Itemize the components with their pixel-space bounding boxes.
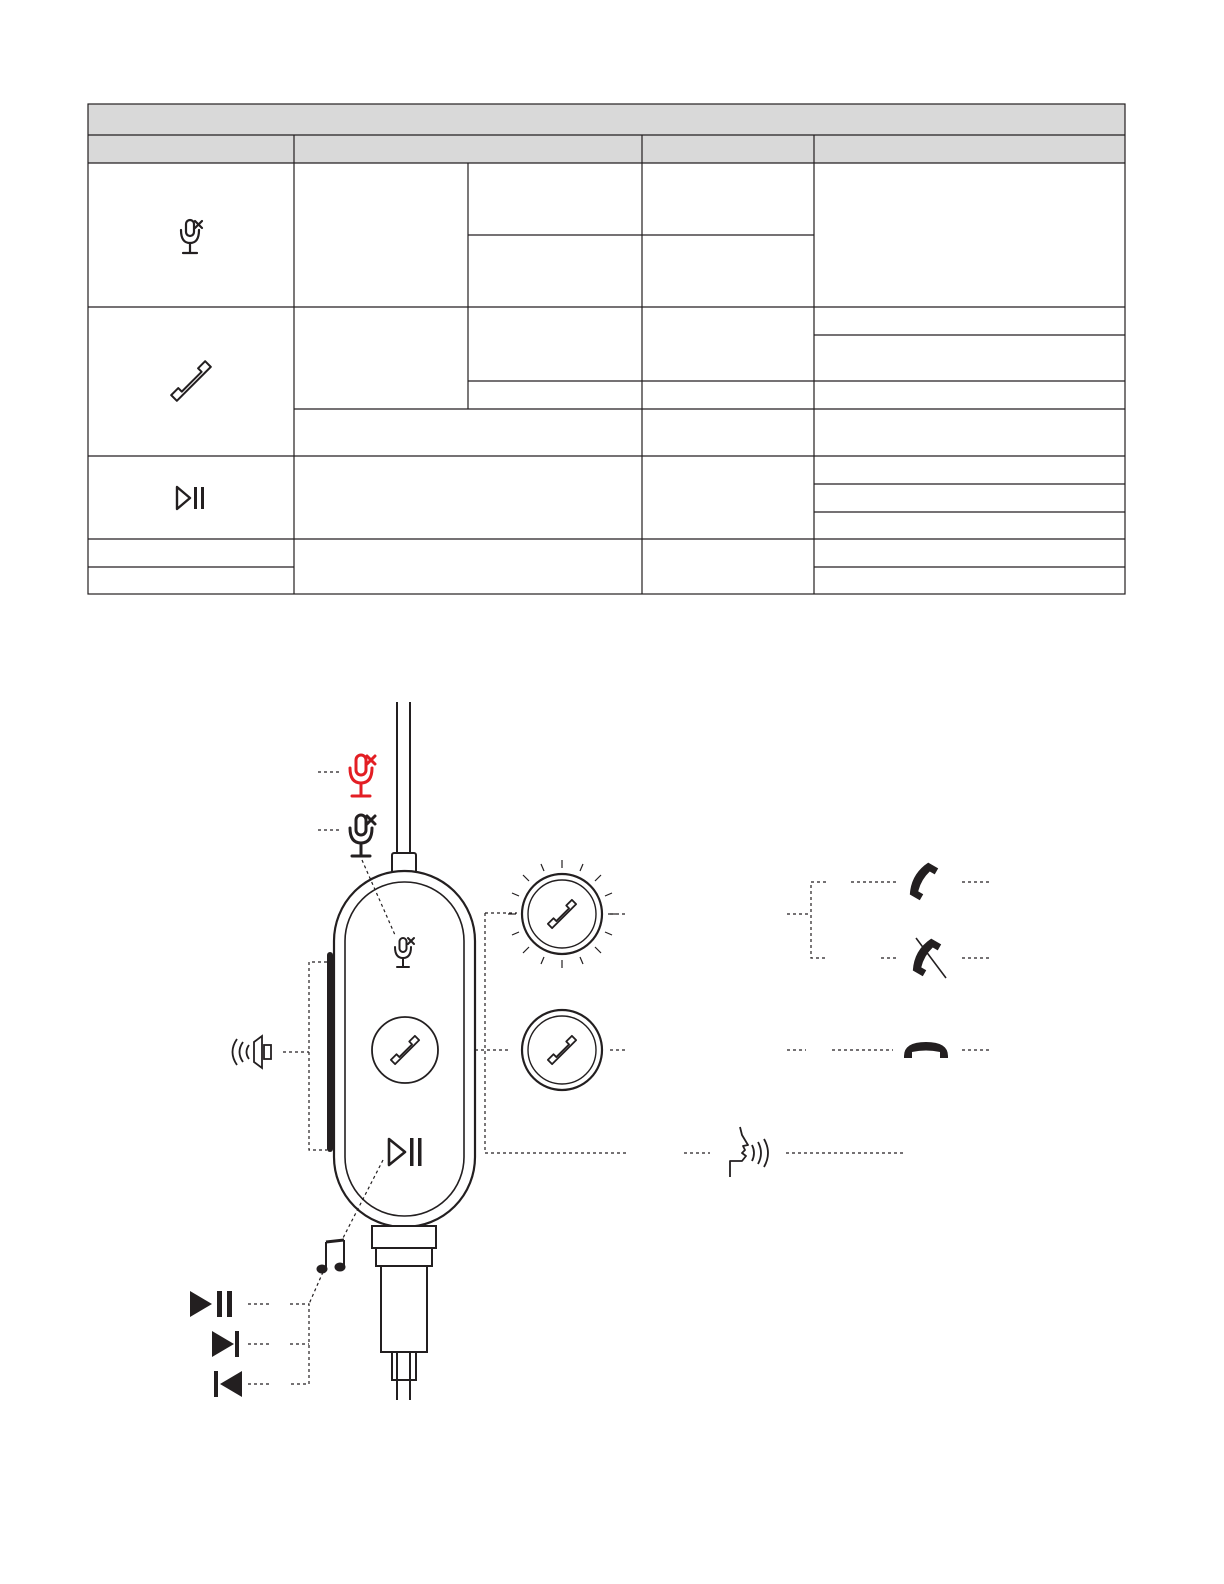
call-blinking-icon bbox=[508, 860, 616, 968]
next-track-icon bbox=[212, 1331, 239, 1357]
controls-table bbox=[0, 0, 1224, 620]
voice-assistant-icon bbox=[730, 1127, 768, 1177]
table-title-row bbox=[88, 104, 1125, 135]
table-grid bbox=[88, 104, 1125, 594]
volume-speaker-icon bbox=[233, 1036, 272, 1068]
previous-track-icon bbox=[214, 1371, 242, 1397]
play-pause-media-icon bbox=[190, 1291, 232, 1317]
mic-muted-red-icon bbox=[350, 755, 375, 796]
mic-mute-icon bbox=[181, 220, 202, 253]
decline-call-icon bbox=[909, 936, 946, 978]
play-pause-icon bbox=[177, 487, 204, 509]
table-header-row bbox=[88, 135, 1125, 163]
mic-muted-icon bbox=[350, 815, 375, 856]
inline-control-diagram bbox=[0, 680, 1224, 1440]
volume-rocker[interactable] bbox=[327, 952, 333, 1152]
cable-bottom bbox=[372, 1226, 436, 1400]
end-call-icon bbox=[904, 1042, 948, 1058]
call-button-icon[interactable] bbox=[372, 1017, 438, 1083]
music-note-icon bbox=[317, 1240, 345, 1273]
handset-icon bbox=[171, 361, 211, 401]
call-steady-icon bbox=[522, 1010, 602, 1090]
answer-call-icon bbox=[906, 860, 938, 900]
cable-top bbox=[392, 702, 416, 873]
